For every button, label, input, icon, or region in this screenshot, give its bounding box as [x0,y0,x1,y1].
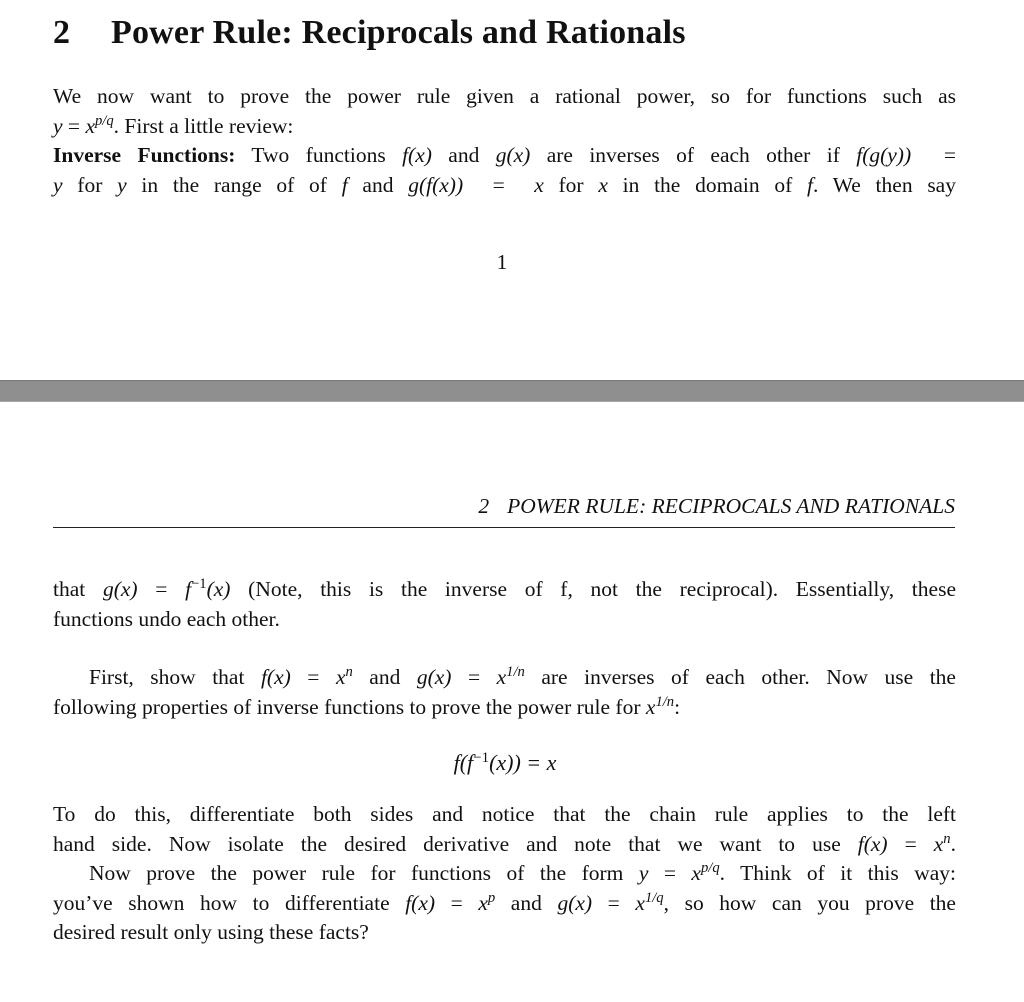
p2-n: n [345,663,353,680]
p1-finv-arg: (x) [206,577,231,601]
eq-f: f(f [453,750,474,775]
p4-and: and [495,890,558,915]
p2-exp: 1/n [506,663,525,680]
def-gfx: g(f(x)) [408,172,464,197]
p2-first: First, show that [89,665,261,689]
p2-line2-text: following properties of inverse functions to prove the power rule for [53,694,646,719]
eq-exp: −1 [473,749,490,766]
p4-line-1: Now prove the power rule for functions of the form $y = x^{p/q}$. Think of it this way: [89,859,956,885]
p2-fx: f(x) [260,665,291,689]
p3-x: x [933,831,944,856]
p4-exp: p/q [700,859,720,876]
page-top [0,0,1024,380]
def-y-a: y [53,172,63,197]
intro-line-2: $y = x^{p/q}$. First a little review: [53,112,294,138]
intro-eq-lhs: y [53,113,63,138]
p4-rest: . Think of it this way: [719,861,956,885]
display-equation [0,750,1010,776]
p3-n: n [943,830,951,847]
page-separator [0,380,1024,402]
p1-gx: g(x) [102,577,138,601]
p4-x2: x [478,890,488,915]
p1-finv-exp: −1 [191,575,207,592]
def-x2: x [598,172,608,197]
def-y-b: y [117,172,127,197]
paragraph-inverse-note [53,575,956,634]
p1-finv: f [185,577,192,601]
def-fgy: f(g(y)) [856,143,912,167]
def-fx: f(x) [402,143,432,167]
p4-y: y [638,861,649,885]
def-text-4: in the range of of [126,172,342,197]
p1-line-1: that $g(x) = f^{-1}(x)$ (Note, this is the inverse of f, not the reciprocal). Essentially, these [53,575,956,601]
p4-rest2: , so how can you prove the [663,890,956,915]
p2-gx: g(x) [416,665,452,689]
eq-rest: (x)) = x [489,750,557,775]
intro-paragraph [53,82,956,200]
p2-rest: are inverses of each other. Now use the [524,665,956,689]
paragraph-first-show [53,663,956,722]
paragraph-differentiate [53,800,956,948]
p2-x2: x [496,665,507,689]
def-text-5: and [347,172,409,197]
definition-line-1: Inverse Functions: Two functions f(x) and g(x) are inverses of each other if f(g(y)) = [53,143,956,167]
p4-line1-text: Now prove the power rule for functions of the form [89,861,639,885]
p2-colon: : [674,694,681,719]
p4-fx: f(x) [405,890,436,915]
section-number: 2 [53,14,71,51]
def-f2: f [806,172,813,197]
def-gx: g(x) [495,143,531,167]
intro-eq-base: x [85,113,95,138]
running-head-title: POWER RULE: RECIPROCALS AND RATIONALS [507,494,955,518]
def-text-1: Two functions [235,143,403,167]
p4-x: x [691,861,701,885]
running-head-number: 2 [478,494,490,518]
intro-line-1: We now want to prove the power rule given a rational power, so for functions such as [53,84,956,108]
p3-line-2: hand side. Now isolate the desired derivative and note that we want to use $f(x) = x^n$. [53,830,956,856]
p4-gx: g(x) [557,890,593,915]
p1-line-2: functions undo each other. [53,606,280,631]
intro-after: . First a little review: [113,113,294,138]
p4-p: p [487,889,496,906]
definition-line-2: y for y in the range of of f and g(f(x)) = x for x in the domain of f. We then say [53,172,956,197]
section-heading [53,14,686,52]
definition-label: Inverse Functions: [53,143,236,167]
p4-line2-text: you’ve shown how to differentiate [53,890,406,915]
p3-period: . [950,831,956,856]
p1-rest: (Note, this is the inverse of f, not the reciprocal). Essentially, these [230,577,956,601]
p2-x3: x [645,694,656,719]
page-number: 1 [496,250,508,274]
running-head [53,494,955,528]
p1-that: that [53,577,103,601]
p3-fx: f(x) [857,831,888,856]
def-text-8: . We then say [812,172,956,197]
p4-exp2: 1/q [644,889,664,906]
def-text-7: in the domain of [607,172,807,197]
def-x: x [534,172,544,197]
p4-x3: x [635,890,645,915]
p3-line2-text: hand side. Now isolate the desired derivative and note that we want to use [53,831,858,856]
def-text-2: are inverses of each other if [530,143,857,167]
p4-line-3: desired result only using these facts? [53,920,369,944]
p2-line-2 [53,693,956,723]
def-f: f [341,172,348,197]
section-title: Power Rule: Reciprocals and Rationals [111,14,686,51]
p3-line-1: To do this, differentiate both sides and notice that the chain rule applies to the left [53,802,956,826]
p4-line-2: you’ve shown how to differentiate $f(x) = x^p$ and $g(x) = x^{1/q}$, so how can you prove the [53,889,956,915]
intro-eq-exp: p/q [94,112,114,129]
p2-x: x [335,665,346,689]
page-bottom [0,402,1024,1002]
def-text-3: for [62,172,118,197]
def-and: and [431,143,496,167]
p2-exp2: 1/n [655,693,675,710]
def-text-6: for [543,172,599,197]
p2-line-1: First, show that $f(x) = x^n$ and $g(x) = x^{1/n}$ are inverses of each other. Now use the [89,663,956,689]
p2-and: and [352,665,417,689]
